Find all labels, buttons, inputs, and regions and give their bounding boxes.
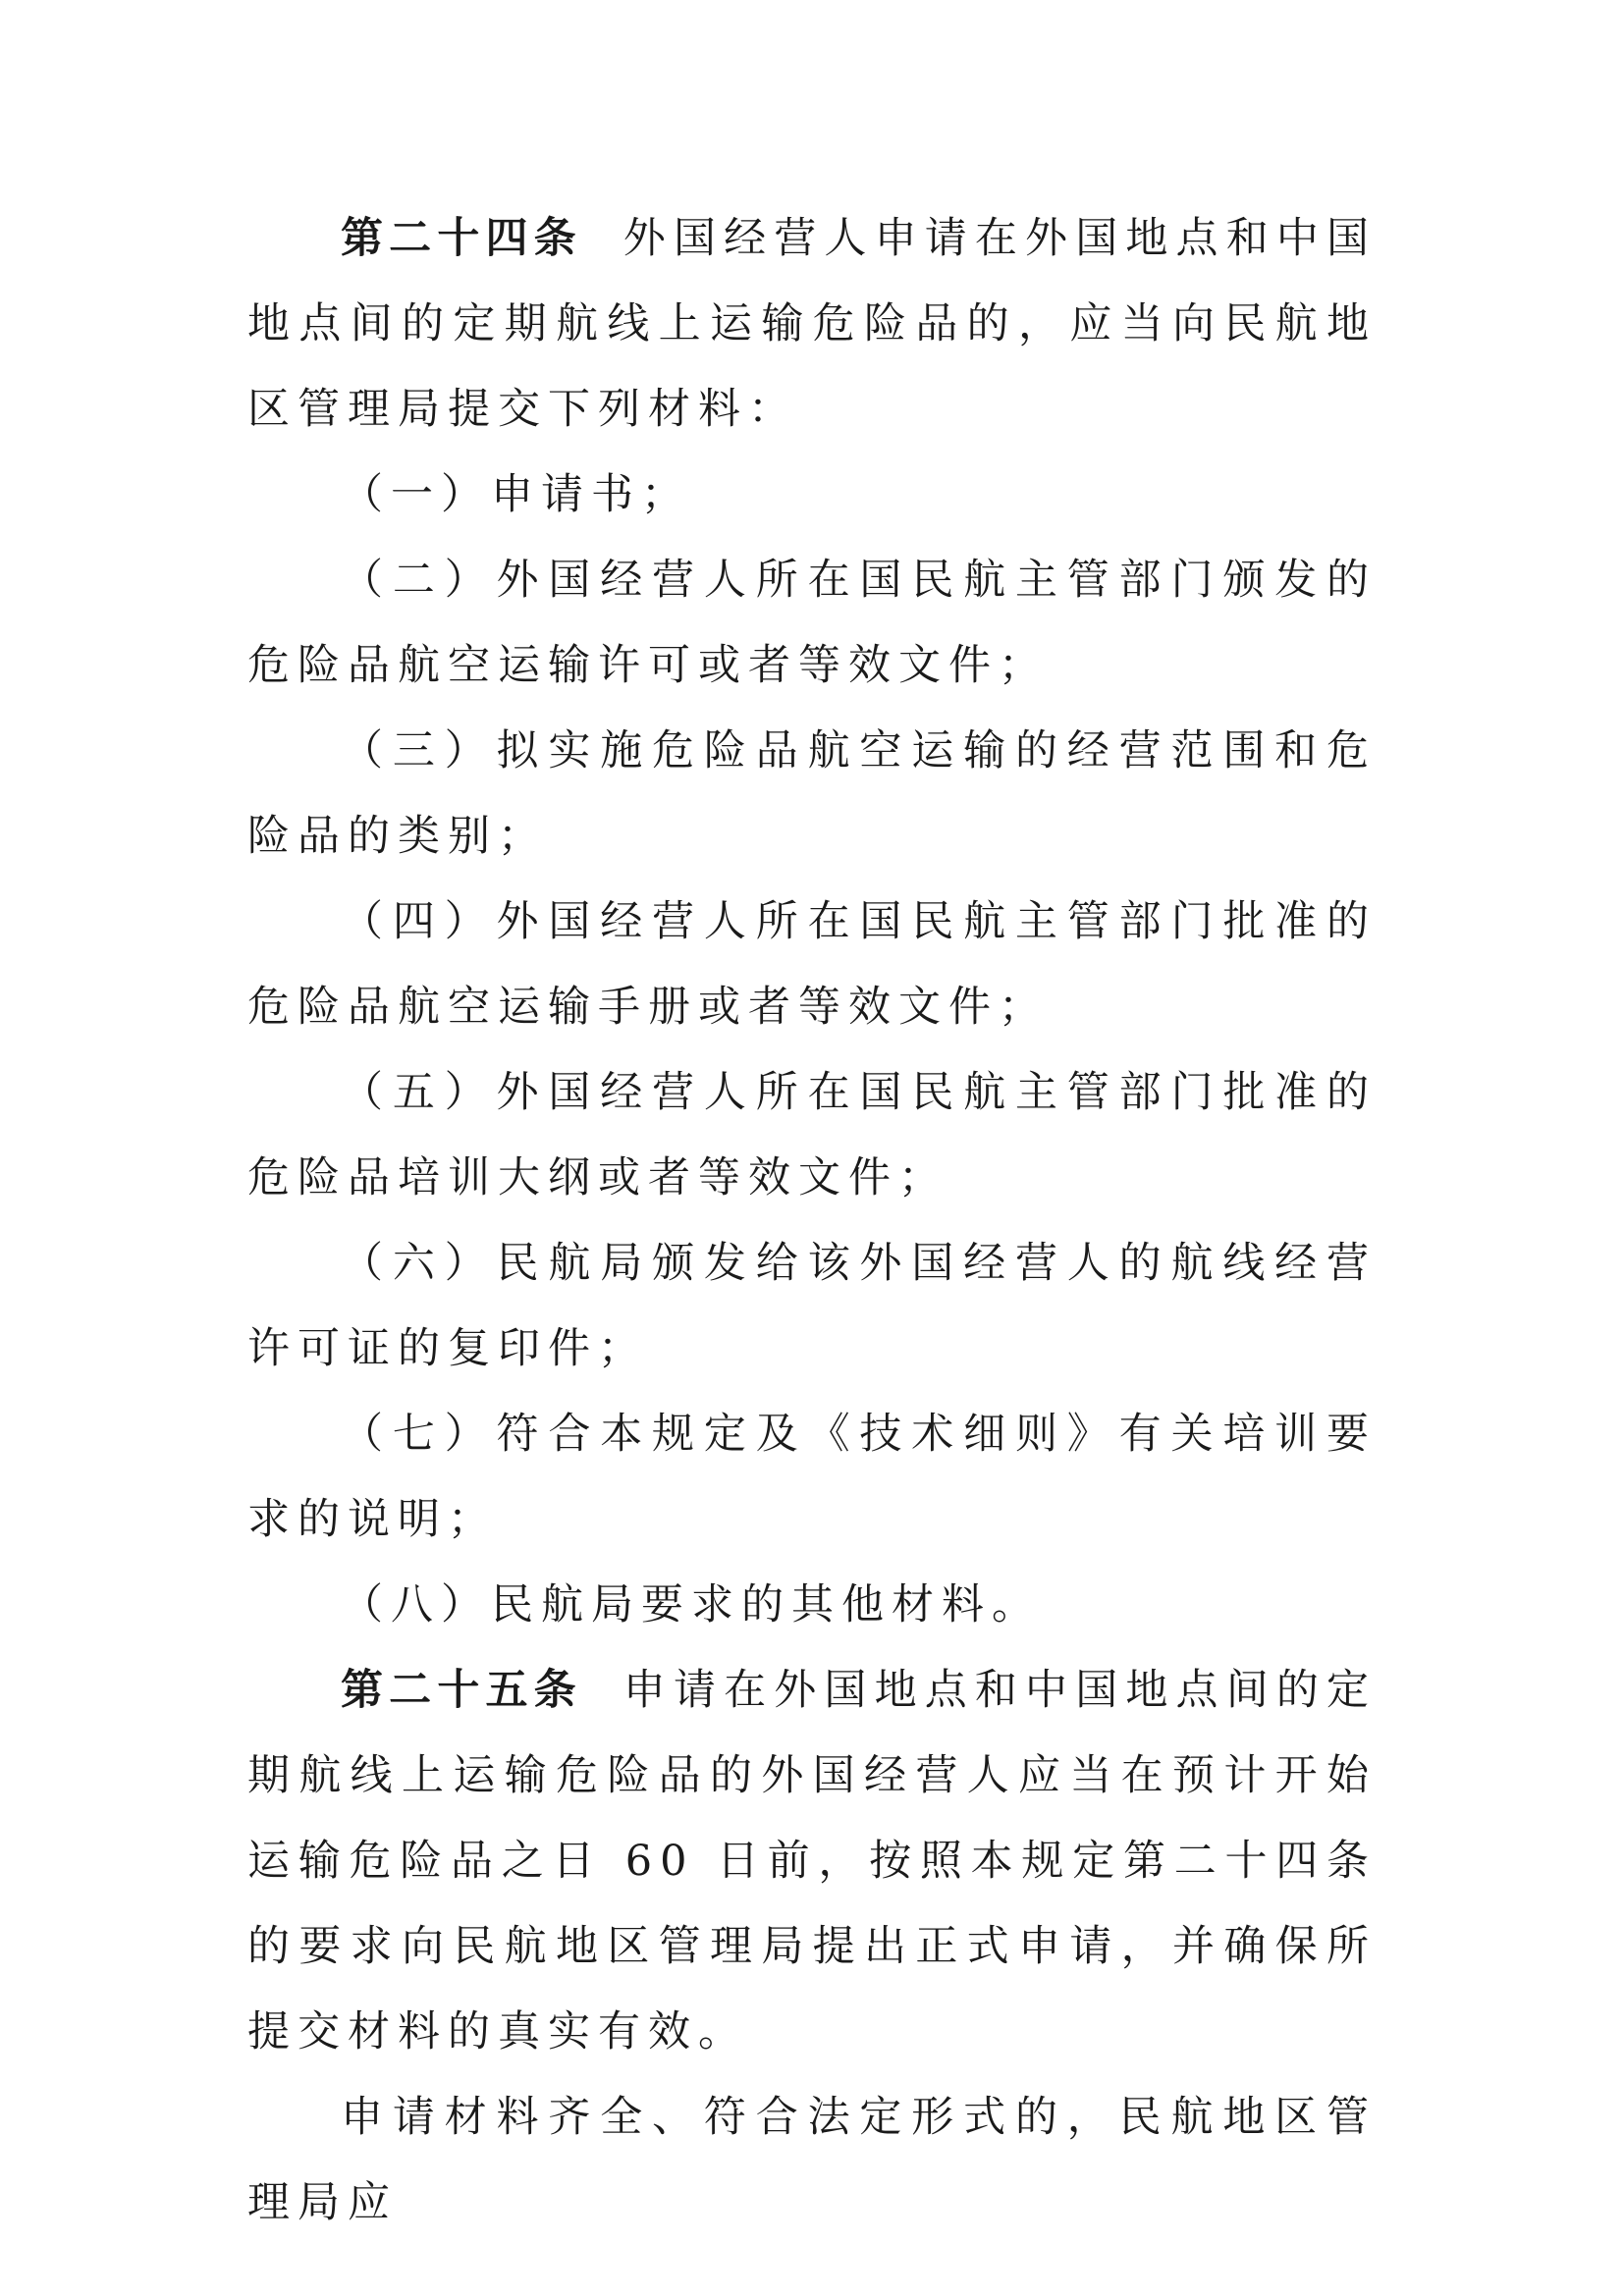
list-item: （一）申请书； [341,470,691,519]
list-item: （四）外国经营人所在国民航主管部门批准的危险品航空运输手册或者等效文件； [247,897,1377,1032]
document-body [247,196,1377,2246]
list-item: （七）符合本规定及《技术细则》有关培训要求的说明； [247,1410,1377,1544]
article-24-paragraph [247,196,1377,453]
list-item: （二）外国经营人所在国民航主管部门颁发的危险品航空运输许可或者等效文件； [247,556,1377,690]
article-25-text: 申请在外国地点和中国地点间的定期航线上运输危险品的外国经营人应当在预计开始运输危险品之日 60 日前，按照本规定第二十四条的要求向民航地区管理局提出正式申请，并确保所提交材料的真实有效。 [247,1666,1378,2056]
article-24-text: 外国经营人申请在外国地点和中国地点间的定期航线上运输危险品的，应当向民航地区管理局提交下列材料： [247,214,1378,434]
last-paragraph: 申请材料齐全、符合法定形式的，民航地区管理局应 [247,2093,1377,2227]
list-item: （五）外国经营人所在国民航主管部门批准的危险品培训大纲或者等效文件； [247,1068,1377,1202]
list-item: （三）拟实施危险品航空运输的经营范围和危险品的类别； [247,726,1377,861]
list-item: （八）民航局要求的其他材料。 [341,1580,1042,1629]
article-24-label: 第二十四条 [341,214,582,263]
article-25-paragraph [247,1648,1377,2075]
list-item: （六）民航局颁发给该外国经营人的航线经营许可证的复印件； [247,1239,1377,1373]
article-25-label: 第二十五条 [341,1666,582,1715]
